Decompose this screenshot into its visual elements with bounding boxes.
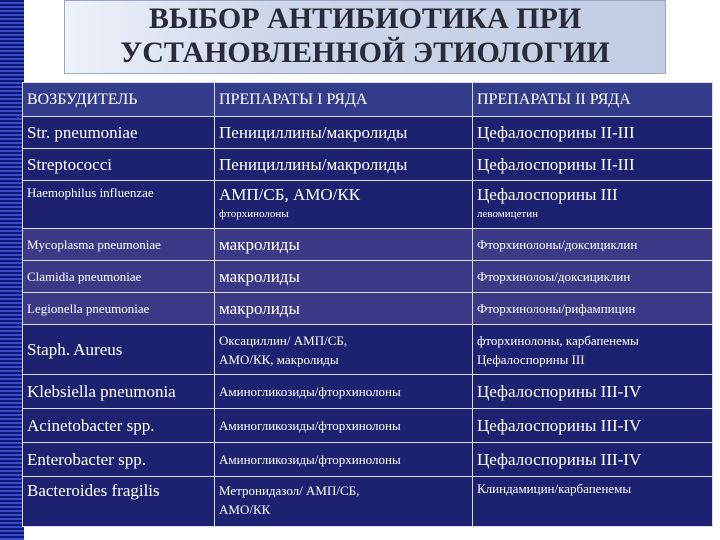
pathogen-cell: Clamidia pneumoniae	[23, 261, 215, 293]
slide-title-line-1: ВЫБОР АНТИБИОТИКА ПРИ	[148, 2, 582, 35]
first-line-text-1: Оксациллин/ АМП/СБ,	[219, 332, 348, 348]
second-line-cell: Фторхинолоны/рифампицин	[473, 293, 713, 325]
table-row	[23, 181, 713, 229]
header-second-line: ПРЕПАРАТЫ II РЯДА	[473, 83, 713, 117]
second-line-text-1: фторхинолоны, карбапенемы	[477, 332, 639, 348]
first-line-cell: макролиды	[215, 229, 473, 261]
pathogen-cell: Mycoplasma pneumoniae	[23, 229, 215, 261]
pathogen-cell: Staph. Aureus	[23, 325, 215, 375]
first-line-text-1: Метронидазол/ АМП/СБ,	[219, 483, 360, 498]
pathogen-cell: Legionella pneumoniae	[23, 293, 215, 325]
table-row	[23, 149, 713, 181]
first-line-cell	[215, 181, 473, 229]
table-row	[23, 261, 713, 293]
table-header-row	[23, 83, 713, 117]
table-row	[23, 229, 713, 261]
table-row	[23, 117, 713, 149]
first-line-cell: макролиды	[215, 293, 473, 325]
second-line-cell: Цефалоспорины III-IV	[473, 443, 713, 477]
pathogen-cell: Enterobacter spp.	[23, 443, 215, 477]
first-line-cell: Аминогликозиды/фторхинолоны	[215, 443, 473, 477]
first-line-note: фторхинолоны	[219, 208, 289, 220]
second-line-main: Цефалоспорины III	[477, 185, 618, 204]
second-line-cell: Фторхинолоны/доксициклин	[473, 229, 713, 261]
first-line-cell: макролиды	[215, 261, 473, 293]
slide-title-line-2: УСТАНОВЛЕННОЙ ЭТИОЛОГИИ	[120, 36, 610, 69]
pathogen-cell: Str. pneumoniae	[23, 117, 215, 149]
table-row	[23, 325, 713, 375]
pathogen-cell: Haemophilus influenzae	[23, 181, 215, 229]
table-row	[23, 477, 713, 527]
first-line-cell: Пенициллины/макролиды	[215, 149, 473, 181]
decorative-left-stripe	[0, 0, 24, 540]
first-line-cell: Аминогликозиды/фторхинолоны	[215, 375, 473, 409]
table-row	[23, 409, 713, 443]
second-line-cell: Цефалоспорины III-IV	[473, 375, 713, 409]
table-row	[23, 293, 713, 325]
first-line-cell: Аминогликозиды/фторхинолоны	[215, 409, 473, 443]
first-line-cell: Пенициллины/макролиды	[215, 117, 473, 149]
first-line-main: АМП/СБ, АМО/КК	[219, 185, 361, 204]
first-line-cell	[215, 477, 473, 527]
pathogen-cell: Acinetobacter spp.	[23, 409, 215, 443]
header-first-line: ПРЕПАРАТЫ I РЯДА	[215, 83, 473, 117]
second-line-cell: Фторхинолоы/доксициклин	[473, 261, 713, 293]
slide-title	[64, 2, 666, 70]
first-line-text-2: АМО/КК	[219, 502, 271, 517]
second-line-cell: Цефалоспорины II-III	[473, 117, 713, 149]
pathogen-cell: Streptococci	[23, 149, 215, 181]
pathogen-cell: Klebsiella pneumonia	[23, 375, 215, 409]
second-line-cell	[473, 181, 713, 229]
second-line-note: левомицетин	[477, 208, 538, 220]
header-pathogen: ВОЗБУДИТЕЛЬ	[23, 83, 215, 117]
first-line-cell	[215, 325, 473, 375]
second-line-text-2: Цефалоспорины III	[477, 351, 585, 367]
second-line-cell: Клиндамицин/карбапенемы	[473, 477, 713, 527]
second-line-cell	[473, 325, 713, 375]
second-line-cell: Цефалоспорины III-IV	[473, 409, 713, 443]
pathogen-cell: Bacteroides fragilis	[23, 477, 215, 527]
table-row	[23, 443, 713, 477]
table-row	[23, 375, 713, 409]
first-line-text-2: АМО/КК, макролиды	[219, 351, 339, 367]
second-line-cell: Цефалоспорины II-III	[473, 149, 713, 181]
antibiotic-table	[22, 82, 713, 527]
